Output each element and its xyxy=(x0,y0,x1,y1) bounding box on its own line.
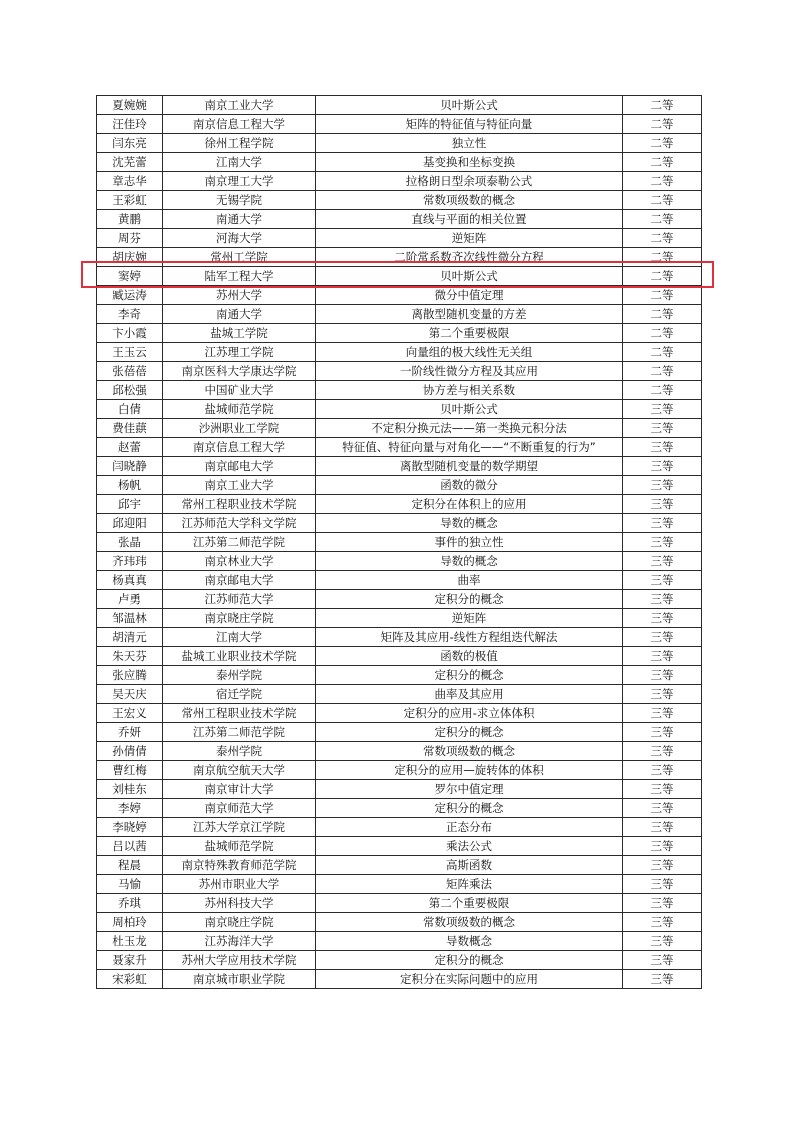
school-cell: 南京审计大学 xyxy=(163,780,316,799)
name-cell: 杜玉龙 xyxy=(97,932,163,951)
topic-cell: 定积分的概念 xyxy=(316,951,623,970)
prize-cell: 二等 xyxy=(623,191,702,210)
table-row xyxy=(97,324,702,343)
table-row xyxy=(97,343,702,362)
prize-cell: 二等 xyxy=(623,134,702,153)
school-cell: 南京理工大学 xyxy=(163,172,316,191)
school-cell: 宿迁学院 xyxy=(163,685,316,704)
prize-cell: 三等 xyxy=(623,666,702,685)
school-cell: 苏州科技大学 xyxy=(163,894,316,913)
name-cell: 聂家升 xyxy=(97,951,163,970)
name-cell: 李奇 xyxy=(97,305,163,324)
table-row xyxy=(97,704,702,723)
prize-cell: 二等 xyxy=(623,153,702,172)
school-cell: 江苏第二师范学院 xyxy=(163,533,316,552)
prize-cell: 二等 xyxy=(623,286,702,305)
name-cell: 杨真真 xyxy=(97,571,163,590)
school-cell: 南京城市职业学院 xyxy=(163,970,316,989)
name-cell: 刘桂东 xyxy=(97,780,163,799)
table-row xyxy=(97,742,702,761)
school-cell: 江苏师范大学科文学院 xyxy=(163,514,316,533)
prize-cell: 二等 xyxy=(623,229,702,248)
name-cell: 白倩 xyxy=(97,400,163,419)
topic-cell: 离散型随机变量的方差 xyxy=(316,305,623,324)
topic-cell: 特征值、特征向量与对角化——“不断重复的行为” xyxy=(316,438,623,457)
prize-cell: 二等 xyxy=(623,267,702,286)
school-cell: 苏州市职业大学 xyxy=(163,875,316,894)
table-row xyxy=(97,590,702,609)
topic-cell: 矩阵及其应用-线性方程组迭代解法 xyxy=(316,628,623,647)
prize-cell: 三等 xyxy=(623,761,702,780)
topic-cell: 事件的独立性 xyxy=(316,533,623,552)
school-cell: 徐州工程学院 xyxy=(163,134,316,153)
table-row xyxy=(97,609,702,628)
prize-cell: 三等 xyxy=(623,647,702,666)
name-cell: 曹红梅 xyxy=(97,761,163,780)
topic-cell: 常数项级数的概念 xyxy=(316,742,623,761)
prize-cell: 二等 xyxy=(623,115,702,134)
prize-cell: 二等 xyxy=(623,324,702,343)
table-row xyxy=(97,552,702,571)
prize-cell: 三等 xyxy=(623,837,702,856)
topic-cell: 二阶常系数齐次线性微分方程 xyxy=(316,248,623,267)
table-row xyxy=(97,723,702,742)
topic-cell: 拉格朗日型余项泰勒公式 xyxy=(316,172,623,191)
school-cell: 南京晓庄学院 xyxy=(163,609,316,628)
topic-cell: 导数的概念 xyxy=(316,552,623,571)
prize-cell: 三等 xyxy=(623,495,702,514)
table-row xyxy=(97,932,702,951)
prize-cell: 二等 xyxy=(623,210,702,229)
name-cell: 吴天庆 xyxy=(97,685,163,704)
school-cell: 江苏大学京江学院 xyxy=(163,818,316,837)
prize-cell: 三等 xyxy=(623,514,702,533)
name-cell: 沈芜蕾 xyxy=(97,153,163,172)
table-row xyxy=(97,438,702,457)
name-cell: 张晶 xyxy=(97,533,163,552)
name-cell: 邱宇 xyxy=(97,495,163,514)
school-cell: 常州工程职业技术学院 xyxy=(163,704,316,723)
prize-cell: 二等 xyxy=(623,96,702,115)
topic-cell: 高斯函数 xyxy=(316,856,623,875)
name-cell: 周柏玲 xyxy=(97,913,163,932)
school-cell: 常州工程职业技术学院 xyxy=(163,495,316,514)
prize-cell: 三等 xyxy=(623,780,702,799)
school-cell: 江南大学 xyxy=(163,153,316,172)
table-row xyxy=(97,685,702,704)
school-cell: 江苏师范大学 xyxy=(163,590,316,609)
school-cell: 南京邮电大学 xyxy=(163,457,316,476)
name-cell: 乔妍 xyxy=(97,723,163,742)
topic-cell: 曲率及其应用 xyxy=(316,685,623,704)
name-cell: 胡庆婉 xyxy=(97,248,163,267)
name-cell: 赵蕾 xyxy=(97,438,163,457)
name-cell: 王玉云 xyxy=(97,343,163,362)
prize-cell: 二等 xyxy=(623,381,702,400)
prize-cell: 三等 xyxy=(623,400,702,419)
topic-cell: 定积分在体积上的应用 xyxy=(316,495,623,514)
prize-cell: 三等 xyxy=(623,590,702,609)
name-cell: 张蓓蓓 xyxy=(97,362,163,381)
school-cell: 陆军工程大学 xyxy=(163,267,316,286)
school-cell: 苏州大学 xyxy=(163,286,316,305)
name-cell: 费佳蕻 xyxy=(97,419,163,438)
table-row xyxy=(97,362,702,381)
topic-cell: 定积分的概念 xyxy=(316,590,623,609)
prize-cell: 三等 xyxy=(623,913,702,932)
award-table xyxy=(96,95,702,989)
school-cell: 南通大学 xyxy=(163,210,316,229)
prize-cell: 三等 xyxy=(623,419,702,438)
topic-cell: 导数的概念 xyxy=(316,514,623,533)
name-cell: 臧运涛 xyxy=(97,286,163,305)
prize-cell: 三等 xyxy=(623,951,702,970)
school-cell: 南通大学 xyxy=(163,305,316,324)
table-row xyxy=(97,514,702,533)
table-row xyxy=(97,248,702,267)
table-row xyxy=(97,191,702,210)
topic-cell: 函数的极值 xyxy=(316,647,623,666)
prize-cell: 三等 xyxy=(623,685,702,704)
school-cell: 南京工业大学 xyxy=(163,476,316,495)
prize-cell: 三等 xyxy=(623,533,702,552)
table-row xyxy=(97,913,702,932)
prize-cell: 三等 xyxy=(623,970,702,989)
table-row xyxy=(97,666,702,685)
school-cell: 苏州大学应用技术学院 xyxy=(163,951,316,970)
prize-cell: 三等 xyxy=(623,742,702,761)
table-row xyxy=(97,761,702,780)
name-cell: 卞小霞 xyxy=(97,324,163,343)
name-cell: 齐玮玮 xyxy=(97,552,163,571)
school-cell: 盐城师范学院 xyxy=(163,837,316,856)
topic-cell: 逆矩阵 xyxy=(316,229,623,248)
name-cell: 周芬 xyxy=(97,229,163,248)
school-cell: 盐城工业职业技术学院 xyxy=(163,647,316,666)
topic-cell: 矩阵乘法 xyxy=(316,875,623,894)
prize-cell: 三等 xyxy=(623,856,702,875)
table-row xyxy=(97,799,702,818)
prize-cell: 二等 xyxy=(623,305,702,324)
topic-cell: 定积分的概念 xyxy=(316,666,623,685)
name-cell: 窦婷 xyxy=(97,267,163,286)
name-cell: 吕以茜 xyxy=(97,837,163,856)
topic-cell: 导数概念 xyxy=(316,932,623,951)
school-cell: 南京林业大学 xyxy=(163,552,316,571)
name-cell: 乔琪 xyxy=(97,894,163,913)
topic-cell: 协方差与相关系数 xyxy=(316,381,623,400)
name-cell: 王彩虹 xyxy=(97,191,163,210)
topic-cell: 贝叶斯公式 xyxy=(316,400,623,419)
name-cell: 卢勇 xyxy=(97,590,163,609)
topic-cell: 第二个重要极限 xyxy=(316,894,623,913)
topic-cell: 正态分布 xyxy=(316,818,623,837)
name-cell: 邹温林 xyxy=(97,609,163,628)
prize-cell: 三等 xyxy=(623,571,702,590)
school-cell: 南京工业大学 xyxy=(163,96,316,115)
topic-cell: 逆矩阵 xyxy=(316,609,623,628)
table-row xyxy=(97,134,702,153)
name-cell: 黄鹏 xyxy=(97,210,163,229)
table-row xyxy=(97,381,702,400)
prize-cell: 三等 xyxy=(623,476,702,495)
name-cell: 李晓婷 xyxy=(97,818,163,837)
school-cell: 泰州学院 xyxy=(163,666,316,685)
topic-cell: 贝叶斯公式 xyxy=(316,267,623,286)
table-row xyxy=(97,305,702,324)
prize-cell: 三等 xyxy=(623,894,702,913)
prize-cell: 三等 xyxy=(623,609,702,628)
topic-cell: 曲率 xyxy=(316,571,623,590)
prize-cell: 三等 xyxy=(623,799,702,818)
school-cell: 南京特殊教育师范学院 xyxy=(163,856,316,875)
school-cell: 盐城工学院 xyxy=(163,324,316,343)
topic-cell: 常数项级数的概念 xyxy=(316,913,623,932)
table-row xyxy=(97,267,702,286)
name-cell: 胡清元 xyxy=(97,628,163,647)
name-cell: 王宏义 xyxy=(97,704,163,723)
topic-cell: 定积分的概念 xyxy=(316,723,623,742)
school-cell: 中国矿业大学 xyxy=(163,381,316,400)
table-row xyxy=(97,495,702,514)
topic-cell: 独立性 xyxy=(316,134,623,153)
name-cell: 程晨 xyxy=(97,856,163,875)
table-row xyxy=(97,96,702,115)
school-cell: 泰州学院 xyxy=(163,742,316,761)
topic-cell: 定积分在实际问题中的应用 xyxy=(316,970,623,989)
prize-cell: 三等 xyxy=(623,438,702,457)
school-cell: 江苏第二师范学院 xyxy=(163,723,316,742)
table-row xyxy=(97,457,702,476)
school-cell: 江苏理工学院 xyxy=(163,343,316,362)
school-cell: 江苏海洋大学 xyxy=(163,932,316,951)
school-cell: 盐城师范学院 xyxy=(163,400,316,419)
prize-cell: 二等 xyxy=(623,362,702,381)
school-cell: 常州工学院 xyxy=(163,248,316,267)
name-cell: 邱迎阳 xyxy=(97,514,163,533)
school-cell: 江南大学 xyxy=(163,628,316,647)
name-cell: 夏婉婉 xyxy=(97,96,163,115)
name-cell: 张应腾 xyxy=(97,666,163,685)
topic-cell: 矩阵的特征值与特征向量 xyxy=(316,115,623,134)
table-row xyxy=(97,818,702,837)
prize-cell: 二等 xyxy=(623,248,702,267)
table-row xyxy=(97,571,702,590)
table-row xyxy=(97,400,702,419)
table-row xyxy=(97,286,702,305)
topic-cell: 贝叶斯公式 xyxy=(316,96,623,115)
table-row xyxy=(97,951,702,970)
topic-cell: 函数的微分 xyxy=(316,476,623,495)
table-row xyxy=(97,856,702,875)
name-cell: 章志华 xyxy=(97,172,163,191)
table-row xyxy=(97,115,702,134)
table-row xyxy=(97,837,702,856)
topic-cell: 定积分的概念 xyxy=(316,799,623,818)
name-cell: 马愉 xyxy=(97,875,163,894)
topic-cell: 向量组的极大线性无关组 xyxy=(316,343,623,362)
name-cell: 闫东亮 xyxy=(97,134,163,153)
table-row xyxy=(97,533,702,552)
table-row xyxy=(97,780,702,799)
school-cell: 南京医科大学康达学院 xyxy=(163,362,316,381)
prize-cell: 二等 xyxy=(623,172,702,191)
school-cell: 无锡学院 xyxy=(163,191,316,210)
table-row xyxy=(97,172,702,191)
topic-cell: 直线与平面的相关位置 xyxy=(316,210,623,229)
prize-cell: 三等 xyxy=(623,818,702,837)
prize-cell: 三等 xyxy=(623,932,702,951)
name-cell: 邱松强 xyxy=(97,381,163,400)
topic-cell: 微分中值定理 xyxy=(316,286,623,305)
school-cell: 沙洲职业工学院 xyxy=(163,419,316,438)
table-row xyxy=(97,419,702,438)
table-row xyxy=(97,875,702,894)
name-cell: 杨帆 xyxy=(97,476,163,495)
table-row xyxy=(97,894,702,913)
school-cell: 南京师范大学 xyxy=(163,799,316,818)
prize-cell: 三等 xyxy=(623,457,702,476)
table-row xyxy=(97,970,702,989)
topic-cell: 第二个重要极限 xyxy=(316,324,623,343)
school-cell: 南京邮电大学 xyxy=(163,571,316,590)
name-cell: 朱天芬 xyxy=(97,647,163,666)
prize-cell: 三等 xyxy=(623,552,702,571)
school-cell: 南京信息工程大学 xyxy=(163,115,316,134)
topic-cell: 乘法公式 xyxy=(316,837,623,856)
name-cell: 宋彩虹 xyxy=(97,970,163,989)
award-table-body xyxy=(97,96,702,989)
topic-cell: 罗尔中值定理 xyxy=(316,780,623,799)
school-cell: 南京晓庄学院 xyxy=(163,913,316,932)
name-cell: 李婷 xyxy=(97,799,163,818)
school-cell: 河海大学 xyxy=(163,229,316,248)
name-cell: 孙倩倩 xyxy=(97,742,163,761)
prize-cell: 三等 xyxy=(623,628,702,647)
table-row xyxy=(97,628,702,647)
topic-cell: 定积分的应用-求立体体积 xyxy=(316,704,623,723)
prize-cell: 三等 xyxy=(623,704,702,723)
topic-cell: 不定积分换元法——第一类换元积分法 xyxy=(316,419,623,438)
school-cell: 南京信息工程大学 xyxy=(163,438,316,457)
prize-cell: 三等 xyxy=(623,875,702,894)
school-cell: 南京航空航天大学 xyxy=(163,761,316,780)
topic-cell: 基变换和坐标变换 xyxy=(316,153,623,172)
table-row xyxy=(97,647,702,666)
table-row xyxy=(97,476,702,495)
name-cell: 汪佳玲 xyxy=(97,115,163,134)
topic-cell: 常数项级数的概念 xyxy=(316,191,623,210)
topic-cell: 定积分的应用—旋转体的体积 xyxy=(316,761,623,780)
topic-cell: 一阶线性微分方程及其应用 xyxy=(316,362,623,381)
prize-cell: 二等 xyxy=(623,343,702,362)
table-row xyxy=(97,229,702,248)
table-row xyxy=(97,153,702,172)
topic-cell: 离散型随机变量的数学期望 xyxy=(316,457,623,476)
prize-cell: 三等 xyxy=(623,723,702,742)
name-cell: 闫晓静 xyxy=(97,457,163,476)
table-row xyxy=(97,210,702,229)
